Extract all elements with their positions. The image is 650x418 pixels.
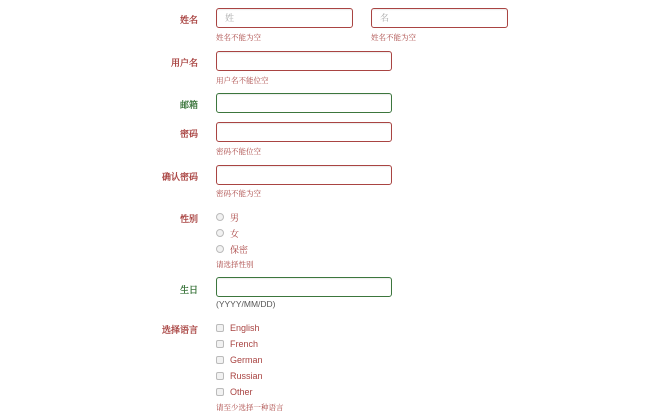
gender-error: 请选择性别 [216,260,254,269]
password-error: 密码不能位空 [216,147,261,156]
confirm-password-input[interactable] [216,165,392,185]
language-option-label: Other [230,387,253,397]
gender-option-label: 保密 [230,244,249,255]
password-input[interactable] [216,122,392,142]
name-label: 姓名 [179,15,198,25]
gender-option-female[interactable] [216,227,239,239]
languages-label: 选择语言 [161,325,198,335]
language-option-label: English [230,323,260,333]
birthday-input[interactable] [216,277,392,297]
checkbox-icon[interactable] [216,388,224,396]
checkbox-icon[interactable] [216,324,224,332]
password-label: 密码 [179,129,198,139]
radio-icon[interactable] [216,229,224,237]
language-option-german[interactable] [216,354,263,366]
radio-icon[interactable] [216,213,224,221]
first-name-input[interactable] [371,8,508,28]
email-input[interactable] [216,93,392,113]
language-option-label: Russian [230,371,263,381]
language-option-french[interactable] [216,338,258,350]
checkbox-icon[interactable] [216,356,224,364]
first-name-error: 姓名不能为空 [371,33,416,42]
confirm-password-label: 确认密码 [161,172,198,182]
gender-option-male[interactable] [216,211,239,223]
birthday-label: 生日 [179,285,198,295]
confirm-password-error: 密码不能为空 [216,189,261,198]
language-option-label: German [230,355,263,365]
gender-option-label: 女 [230,228,240,239]
language-option-russian[interactable] [216,370,263,382]
gender-label: 性别 [179,214,198,224]
radio-icon[interactable] [216,245,224,253]
checkbox-icon[interactable] [216,340,224,348]
last-name-error: 姓名不能为空 [216,33,261,42]
languages-error: 请至少选择一种语言 [216,403,284,412]
username-error: 用户名不能位空 [216,76,269,85]
username-label: 用户名 [170,58,198,68]
birthday-hint: (YYYY/MM/DD) [216,299,276,309]
email-label: 邮箱 [179,100,198,110]
checkbox-icon[interactable] [216,372,224,380]
username-input[interactable] [216,51,392,71]
last-name-input[interactable] [216,8,353,28]
language-option-label: French [230,339,259,349]
language-option-english[interactable] [216,322,260,334]
gender-option-secret[interactable] [216,243,248,255]
language-option-other[interactable] [216,386,253,398]
gender-option-label: 男 [230,212,240,223]
